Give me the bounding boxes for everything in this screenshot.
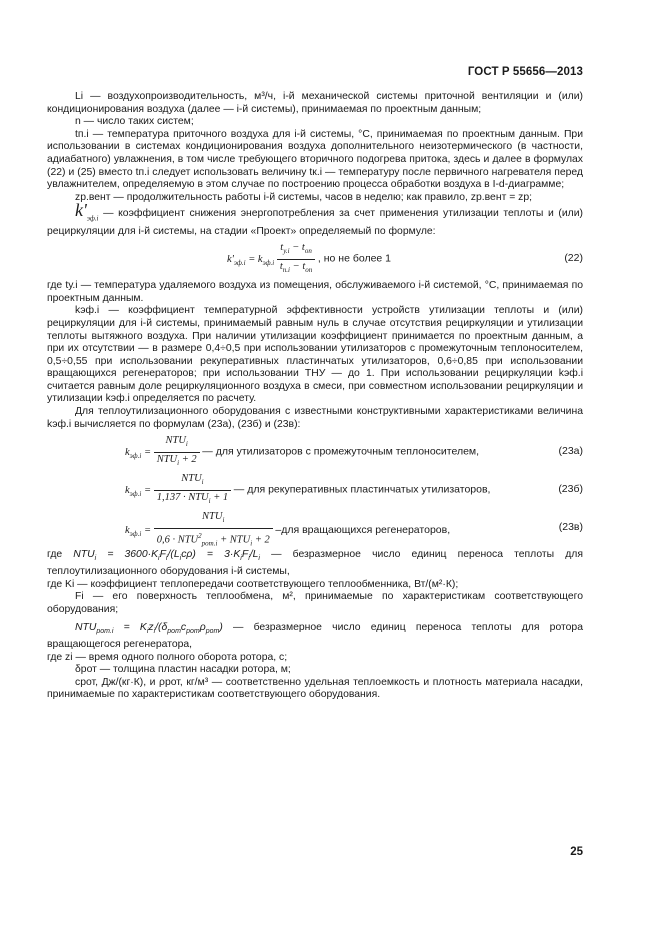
formula-23a-text: — для утилизаторов с промежуточным теплоносителем, [202, 445, 480, 458]
standard-header: ГОСТ Р 55656—2013 [467, 66, 583, 78]
body-text [47, 91, 583, 702]
formula-22-number: (22) [564, 252, 583, 265]
paragraph-text: — коэффициент снижения энергопотребления за счет применения утилизации теплоты и (или) рециркуляции для i-й системы, на стадии «Проект» определяемый по формуле: [47, 208, 583, 237]
paragraph: Для теплоутилизационного оборудования с известными конструктивными характеристиками величина kэф.i вычисляется по формулам (23а), (23б) и (23в): [47, 406, 583, 430]
paragraph: n — число таких систем; [75, 116, 194, 128]
formula-23b: $k_{эф.i}$ = $NTU_i$ $1,137 \cdot NTU_i + 1$ — для рекуперативных пластинчатых утилизаторов, (23б) [125, 473, 583, 506]
paragraph: Li — воздухопроизводительность, м³/ч, i-й механической системы приточной вентиляции и (или) кондиционирования воздуха (далее — i-й системы), принимаемая по проектным данным; [47, 91, 583, 115]
formula-23c-text: –для вращающихся регенераторов, [275, 524, 451, 537]
fraction: $t_{у.i} - t_{оп}$ $t_{п.i} - t_{оп}$ [277, 242, 315, 276]
formula-23a: $k_{эф.i}$ = $NTU_i$ $NTU_i + 2$ — для утилизаторов с промежуточным теплоносителем, (23а) [125, 435, 583, 468]
paragraph-ntu-rot: $NTU_{рот.i} = K_iz_i/(\delta_{рот}c_{рот}\rho_{рот})$ — безразмерное число единиц переноса теплоты для ротора вращающегося регенератора, [47, 622, 583, 650]
paragraph: δрот — толщина пластин насадки ротора, м; [75, 664, 291, 676]
formula-22: $k'_{эф.i} = k_{эф.i}$ $t_{у.i} - t_{оп}$ $t_{п.i} - t_{оп}$ , но не более 1 (22) [227, 242, 583, 276]
paragraph: Fi — его поверхность теплообмена, м², принимаемые по характеристикам соответствующего оборудования; [47, 591, 583, 615]
k-eff-symbol: $k'_{эф.i}$ [75, 200, 99, 223]
paragraph: где zi — время одного полного оборота ротора, с; [47, 651, 288, 663]
paragraph-text: — безразмерное число единиц переноса теплоты для ротора вращающегося регенератора, [47, 622, 583, 650]
paragraph: где Ki — коэффициент теплопередачи соответствующего теплообменника, Вт/(м²·К); [47, 578, 459, 590]
paragraph: где tу.i — температура удаляемого воздуха из помещения, обслуживаемого i-й системой, °С, принимаемая по проектным данным. [47, 280, 583, 304]
paragraph-ntu: где $NTU_i = 3600\cdot K_iF_i/(L_ic\rho) = 3\cdot K_iF_i/L_i$ — безразмерное число единиц переноса теплоты для теплоутилизационного оборудования i-й системы, [47, 549, 584, 577]
formula-23b-text: — для рекуперативных пластинчатых утилизаторов, [233, 483, 491, 496]
page-number: 25 [570, 846, 583, 858]
formula-23c-number: (23в) [558, 521, 583, 534]
formula-23b-number: (23б) [558, 483, 583, 496]
paragraph: срот, Дж/(кг·К), и ρрот, кг/м³ — соответственно удельная теплоемкость и плотность материала насадки, принимаемые по характеристикам соответствующего оборудования. [47, 676, 583, 701]
formula-23c: $k_{эф.i}$ = $NTU_i$ $0,6 \cdot NTU^2_{рот.i} + NTU_i + 2$ –для вращающихся регенераторов, (23в) [125, 511, 583, 548]
paragraph: tп.i — температура приточного воздуха для i-й системы, °С, принимаемая по проектным данным. При использовании в системах кондиционирования воздуха дополнительного неизотермического (в частности, адиабатного) увлажнения, в том числе требующего вторичного подогрева притока, здесь и далее в формулах (22) и (25) вместо tп.i следует использовать величину tк.i — температуру после первичного нагревателя перед увлажнителем, определяемую в этом случае по построению процесса обработки воздуха в I-d-диаграмме; [47, 128, 583, 191]
paragraph: zр.вент — продолжительность работы i-й системы, часов в неделю; как правило, zр.вент = zр; [75, 191, 533, 203]
paragraph-text: — безразмерное число единиц переноса теплоты для теплоутилизационного оборудования i-й системы, [47, 549, 584, 577]
formula-23a-number: (23а) [558, 445, 583, 458]
paragraph: kэф.i — коэффициент температурной эффективности устройств утилизации теплоты и (или) рециркуляции для i-й системы, принимаемый равным нуль в случае отсутствия рециркуляции и утилизации теплоты вытяжного воздуха. При наличии утилизации коэффициент принимается по проектным данным, а при их отсутствии — в размере 0,4÷0,5 при использовании утилизаторов с промежуточным теплоносителем, 0,5÷0,55 при использовании рекуперативных пластинчатых утилизаторов, 0,6÷0,85 при использовании вращающихся регенераторов; при использовании ТНУ — до 1. При использовании рециркуляции kэф.i считается равным доле рециркуляционного воздуха в смеси, при совместном использовании рециркуляции и утилизации kэф.i определяется по расчету. [47, 305, 583, 405]
formula-22-tail: , но не более 1 [317, 252, 392, 265]
paragraph-k-coef [47, 200, 583, 238]
